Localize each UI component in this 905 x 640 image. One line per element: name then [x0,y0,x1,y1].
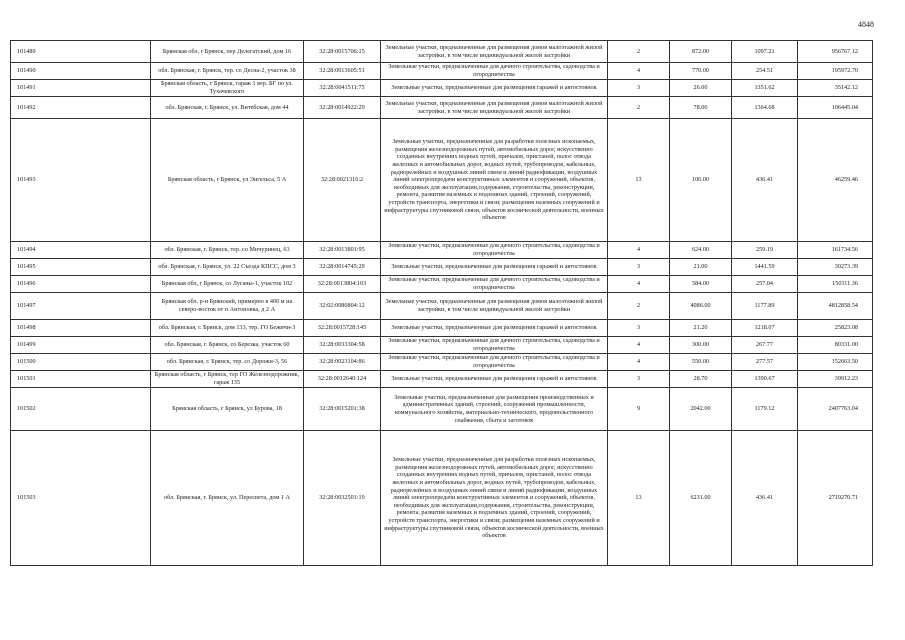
row-rate: 1351.62 [732,80,798,97]
row-cadastral-value: 956767.12 [798,41,873,63]
row-land-use: Земельные участки, предназначенные для дачного строительства, садоводства и огородничества [381,354,608,371]
row-cadastral-number: 32:28:0013605:51 [304,63,381,80]
row-cadastral-value: 195972.70 [798,63,873,80]
table-row [11,97,873,119]
row-group: 13 [608,119,670,242]
row-area: 106.00 [670,119,732,242]
row-cadastral-value: 2407763.04 [798,388,873,431]
row-address: Брянская обл, г Брянск, пер Делегатский, дом 16 [151,41,304,63]
row-cadastral-number: 32:28:0023104:86 [304,354,381,371]
row-cadastral-number: 32:28:0033304:58 [304,337,381,354]
row-address: обл. Брянская, г. Брянск, тер. со Дорожн-3, 56 [151,354,304,371]
row-cadastral-value: 2719270.71 [798,431,873,566]
row-group: 4 [608,63,670,80]
row-id: 101496 [11,276,151,293]
row-rate: 1390.67 [732,371,798,388]
cadastral-value-table [10,40,873,566]
row-address: обл. Брянская, г. Брянск, ул. 22 Съезда КПСС, дом 3 [151,259,304,276]
row-id: 101492 [11,97,151,119]
row-id: 101493 [11,119,151,242]
row-cadastral-value: 161734.56 [798,242,873,259]
row-area: 26.00 [670,80,732,97]
row-area: 21.20 [670,320,732,337]
row-cadastral-value: 35142.12 [798,80,873,97]
row-land-use: Земельные участки, предназначенные для дачного строительства, садоводства и огородничества [381,337,608,354]
table-row [11,320,873,337]
table-row [11,80,873,97]
row-address: Брянская область, г Брянск, ул Энгельса, 5 А [151,119,304,242]
row-cadastral-value: 106445.04 [798,97,873,119]
row-address: обл. Брянская, г. Брянск, дом 133, тер. ГО Бежичи-3 [151,320,304,337]
table-row [11,354,873,371]
table-row [11,337,873,354]
row-area: 4086.00 [670,293,732,320]
row-id: 101489 [11,41,151,63]
row-land-use: Земельные участки, предназначенные для разработки полезных ископаемых, размещения железнодорожных путей, автомобильных дорог, искусственно созданных внутренних водных путей, причалов, пристаней, полос отвода железных и автомобильных дорог, водных путей, трубопроводов, кабельных, радиорелейных и воздушных линий связи и линий радиофикации, воздушных линий электропередачи конструктивных элементов и сооружений, объектов, необходимых для эксплуатации,содержания, строительства, реконструкции, ремонта, развития наземных и подземных зданий, строений, сооружений, устройств транспорта, энергетики и связи; размещения наземных сооружений и инфраструктуры спутниковой связи, объектов космической деятельности, военных объектов [381,431,608,566]
row-cadastral-value: 30273.39 [798,259,873,276]
row-cadastral-number: 32:28:0013804:103 [304,276,381,293]
row-rate: 1179.12 [732,388,798,431]
row-land-use: Земельные участки, предназначенные для размещения производственных и административных зданий, строений, сооружений промышленности, коммунального хозяйства, материально-технического, продовольственного снабжения, сбыта и заготовок [381,388,608,431]
table-row [11,41,873,63]
row-address: обл. Брянская, г. Брянск, тер. со Мичуринец, 63 [151,242,304,259]
table-row [11,431,873,566]
row-rate: 436.41 [732,119,798,242]
row-address: обл. Брянская, г. Брянск, ул. Пересвета, дом 1 А [151,431,304,566]
row-address: Брянская обл, г Брянск, со Луганы-1, участок 102 [151,276,304,293]
row-group: 2 [608,293,670,320]
row-id: 101498 [11,320,151,337]
row-cadastral-value: 152663.50 [798,354,873,371]
row-group: 4 [608,337,670,354]
row-area: 78.00 [670,97,732,119]
row-id: 101494 [11,242,151,259]
row-cadastral-number: 32:28:0014922:29 [304,97,381,119]
row-id: 101491 [11,80,151,97]
row-rate: 1097.21 [732,41,798,63]
table-row [11,63,873,80]
row-cadastral-number: 32:28:0032501:19 [304,431,381,566]
row-id: 101502 [11,388,151,431]
row-rate: 267.77 [732,337,798,354]
row-land-use: Земельные участки, предназначенные для размещения домов малоэтажной жилой застройки, в том числе индивидуальной жилой застройки [381,41,608,63]
row-cadastral-number: 32:28:0012640:124 [304,371,381,388]
row-group: 3 [608,371,670,388]
row-land-use: Земельные участки, предназначенные для размещения домов малоэтажной жилой застройки, в том числе индивидуальной жилой застройки [381,293,608,320]
row-rate: 1441.59 [732,259,798,276]
row-rate: 277.57 [732,354,798,371]
row-cadastral-value: 80331.00 [798,337,873,354]
row-area: 2042.00 [670,388,732,431]
row-rate: 1218.07 [732,320,798,337]
row-area: 872.00 [670,41,732,63]
table-row [11,259,873,276]
row-cadastral-number: 32:28:0015706:15 [304,41,381,63]
row-area: 550.00 [670,354,732,371]
row-id: 101490 [11,63,151,80]
row-cadastral-number: 32:28:0015728:145 [304,320,381,337]
row-land-use: Земельные участки, предназначенные для размещения гаражей и автостоянок [381,320,608,337]
row-area: 6231.00 [670,431,732,566]
row-group: 2 [608,97,670,119]
table-row [11,119,873,242]
row-land-use: Земельные участки, предназначенные для размещения домов малоэтажной жилой застройки, в том числе индивидуальной жилой застройки [381,97,608,119]
row-group: 4 [608,276,670,293]
row-rate: 259.19 [732,242,798,259]
row-address: обл. Брянская, г. Брянск, тер. со Десна-2, участок 38 [151,63,304,80]
row-group: 9 [608,388,670,431]
row-land-use: Земельные участки, предназначенные для дачного строительства, садоводства и огородничества [381,242,608,259]
row-land-use: Земельные участки, предназначенные для дачного строительства, садоводства и огородничества [381,63,608,80]
row-land-use: Земельные участки, предназначенные для размещения гаражей и автостоянок [381,80,608,97]
page-number: 4848 [858,20,874,29]
row-id: 101501 [11,371,151,388]
row-rate: 436.41 [732,431,798,566]
row-group: 4 [608,354,670,371]
row-cadastral-number: 32:28:0041511:75 [304,80,381,97]
row-rate: 1364.68 [732,97,798,119]
row-id: 101495 [11,259,151,276]
row-address: обл. Брянская, г. Брянск, со Березка, участок 60 [151,337,304,354]
row-group: 13 [608,431,670,566]
row-land-use: Земельные участки, предназначенные для размещения гаражей и автостоянок [381,259,608,276]
row-cadastral-value: 46259.46 [798,119,873,242]
table-row [11,388,873,431]
row-land-use: Земельные участки, предназначенные для размещения гаражей и автостоянок [381,371,608,388]
table-row [11,242,873,259]
row-cadastral-number: 32:02:0080804:12 [304,293,381,320]
table-row [11,293,873,320]
row-group: 3 [608,259,670,276]
row-land-use: Земельные участки, предназначенные для разработки полезных ископаемых, размещения железнодорожных путей, автомобильных дорог, искусственно созданных внутренних водных путей, причалов, пристаней, полос отвода железных и автомобильных дорог, водных путей, трубопроводов, кабельных, радиорелейных и воздушных линий связи и линий радиофикации, воздушных линий электропередачи конструктивных элементов и сооружений, объектов, необходимых для эксплуатации,содержания, строительства, реконструкции, ремонта, развития наземных и подземных зданий, строений, сооружений, устройств транспорта, энергетики и связи; размещения наземных сооружений и инфраструктуры спутниковой связи, объектов космической деятельности, военных объектов [381,119,608,242]
row-id: 101497 [11,293,151,320]
row-area: 624.00 [670,242,732,259]
row-group: 3 [608,320,670,337]
row-cadastral-number: 32:28:0013801:95 [304,242,381,259]
row-group: 2 [608,41,670,63]
row-id: 101500 [11,354,151,371]
row-address: обл. Брянская, г. Брянск, ул. Витебская, дом 44 [151,97,304,119]
row-cadastral-value: 39912.23 [798,371,873,388]
row-area: 770.00 [670,63,732,80]
row-address: Брянская область, г Брянск, ул Бурова, 18 [151,388,304,431]
row-cadastral-value: 25823.08 [798,320,873,337]
row-area: 21.00 [670,259,732,276]
row-group: 3 [608,80,670,97]
row-cadastral-value: 4812858.54 [798,293,873,320]
row-address: Брянская область, г Брянск, тер ГО Железнодорожник, гараж 135 [151,371,304,388]
row-cadastral-value: 150111.36 [798,276,873,293]
row-id: 101499 [11,337,151,354]
row-cadastral-number: 32:28:0014745:29 [304,259,381,276]
table-row [11,276,873,293]
row-cadastral-number: 32:28:0015201:38 [304,388,381,431]
row-group: 4 [608,242,670,259]
row-address: Брянская обл. р-н Брянский, примерно в 400 м на северо-восток от п Антоновка, д 2 А [151,293,304,320]
row-rate: 254.51 [732,63,798,80]
row-area: 28.70 [670,371,732,388]
row-id: 101503 [11,431,151,566]
row-land-use: Земельные участки, предназначенные для дачного строительства, садоводства и огородничества [381,276,608,293]
row-address: Брянская область, г Брянск, гараж 1 вер. БГ по ул. Тухачевского [151,80,304,97]
row-rate: 257.04 [732,276,798,293]
row-area: 300.00 [670,337,732,354]
row-area: 584.00 [670,276,732,293]
row-rate: 1177.89 [732,293,798,320]
table-row [11,371,873,388]
row-cadastral-number: 32:28:0021316:2 [304,119,381,242]
